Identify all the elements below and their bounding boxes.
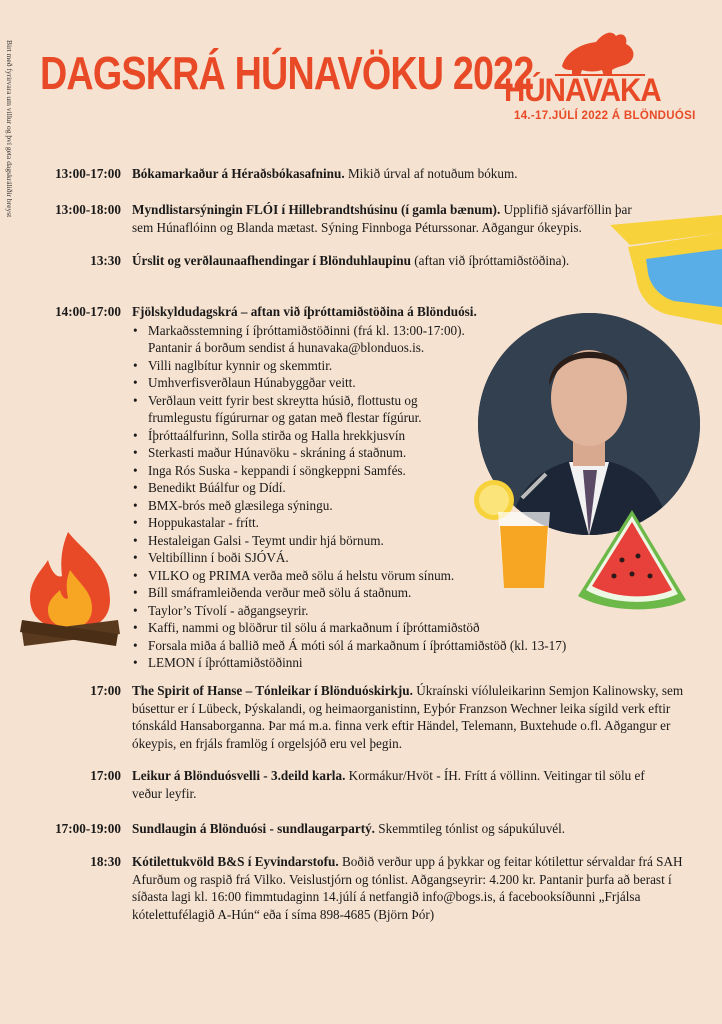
- page-title: DAGSKRÁ HÚNAVÖKU 2022: [40, 47, 534, 99]
- event-body: Skemmtileg tónlist og sápukúluvél.: [374, 821, 566, 836]
- list-item: • Forsala miða á ballið með Á móti sól á markaðnum í íþróttamiðstöð (kl. 13-17): [148, 637, 652, 655]
- list-item: • Hoppukastalar - frítt.: [148, 514, 652, 532]
- event-description: [132, 853, 694, 923]
- event-title: Bókamarkaður á Héraðsbókasafninu.: [132, 166, 345, 181]
- campfire-icon: [18, 530, 124, 648]
- event-title: Fjölskyldudagskrá – aftan við íþróttamiðstöðina á Blönduósi.: [132, 304, 477, 319]
- event-time: 18:30: [90, 854, 121, 869]
- event-description: [132, 252, 672, 270]
- logo-date: 14.-17.JÚLÍ 2022 Á BLÖNDUÓSI: [514, 110, 696, 122]
- list-item: • LEMON í íþróttamiðstöðinni: [148, 654, 652, 672]
- event-title: Úrslit og verðlaunaafhendingar í Blönduhlaupinu: [132, 253, 411, 268]
- list-item: • Umhverfisverðlaun Húnabyggðar veitt.: [148, 374, 652, 392]
- event-title: Sundlaugin á Blönduósi - sundlaugarpartý.: [132, 821, 375, 836]
- list-item: • Bíll smáframleiðenda verður með sölu á staðnum.: [148, 584, 652, 602]
- list-item: • Markaðsstemning í íþróttamiðstöðinni (frá kl. 13:00-17:00). Pantanir á borðum sendist á hunavaka@blonduos.is.: [148, 322, 496, 357]
- event-time: 14:00-17:00: [55, 304, 121, 319]
- event-time: 13:30: [90, 253, 121, 268]
- event-time: 17:00: [90, 768, 121, 783]
- event-title: The Spirit of Hanse – Tónleikar í Blönduóskirkju.: [132, 683, 413, 698]
- family-program-list: [132, 322, 652, 672]
- event-time: 13:00-18:00: [55, 202, 121, 217]
- list-item: • Hestaleigan Galsi - Teymt undir hjá börnum.: [148, 532, 652, 550]
- event-body: Mikið úrval af notuðum bókum.: [344, 166, 518, 181]
- list-item: • Benedikt Búálfur og Dídí.: [148, 479, 652, 497]
- event-description: [132, 820, 672, 838]
- list-item: • Verðlaun veitt fyrir best skreytta húsið, flottustu og frumlegustu fígúrurnar og gatan með flestar fígúrur.: [148, 392, 468, 427]
- list-item: • Villi naglbítur kynnir og skemmtir.: [148, 357, 652, 375]
- list-item: • BMX-brós með glæsilega sýningu.: [148, 497, 652, 515]
- event-time: 13:00-17:00: [55, 166, 121, 181]
- list-item: • Inga Rós Suska - keppandi í söngkeppni Samfés.: [148, 462, 652, 480]
- list-item: • Íþróttaálfurinn, Solla stirða og Halla hrekkjusvín: [148, 427, 652, 445]
- event-description: [132, 767, 662, 802]
- list-item: • Sterkasti maður Húnavöku - skráning á staðnum.: [148, 444, 652, 462]
- event-description: [132, 682, 694, 752]
- list-item: • Kaffi, nammi og blöðrur til sölu á markaðnum í íþróttamiðstöð: [148, 619, 652, 637]
- list-item: • Taylor’s Tívolí - aðgangseyrir.: [148, 602, 652, 620]
- event-title: Leikur á Blönduósvelli - 3.deild karla.: [132, 768, 346, 783]
- event-title: Kótilettukvöld B&S í Eyvindarstofu.: [132, 854, 339, 869]
- event-description: [132, 165, 672, 183]
- event-description: [132, 303, 652, 672]
- event-body: Upplifið sjávarföllin þar sem Húnaflóinn og Blanda mætast. Sýning Finnboga Péturssonar. Aðgangur ókeypis.: [132, 202, 632, 235]
- disclaimer-note: Birt með fyrirvara um villur og því geta dagskráliðir breyst: [5, 40, 14, 218]
- list-item: • Veltibíllinn í boði SJÓVÁ.: [148, 549, 652, 567]
- logo-wordmark: HÚNAVAKA: [504, 72, 661, 108]
- event-title: Myndlistarsýningin FLÓI í Hillebrandtshúsinu (í gamla bænum).: [132, 202, 501, 217]
- list-item: • VILKO og PRIMA verða með sölu á helstu vörum sínum.: [148, 567, 652, 585]
- event-body: Kormákur/Hvöt - ÍH. Frítt á völlinn. Veitingar til sölu ef veður leyfir.: [132, 768, 645, 801]
- event-time: 17:00-19:00: [55, 821, 121, 836]
- event-time: 17:00: [90, 683, 121, 698]
- event-description: [132, 201, 640, 236]
- event-body: (aftan við íþróttamiðstöðina).: [410, 253, 570, 268]
- event-body: Boðið verður upp á þykkar og feitar kótilettur sérvaldar frá SAH Afurðum og raspið frá Vilko. Veislustjórn og tónlist. Aðgangseyrir: 4.200 kr. Pantanir þurfa að berast í síðasta lagi kl. 16:00 fimmtudaginn 14.júlí á netfangið info@bogs.is, á facebooksíðunni „Frjálsa kótelettufélagið A-Hún“ eða í síma 898-4685 (Björn Þór): [132, 854, 683, 922]
- event-body: Úkraínski víóluleikarinn Semjon Kalinowsky, sem búsettur er í Lübeck, Þýskalandi, og heimaorganistinn, Eyþór Franzson Wechner leika sígild verk eftir tónskáld Hansaborganna. Þar má m.a. finna verk eftir Händel, Telemann, Buxtehude o.fl. Aðgangur er ókeypis, en frjáls framlög í orgelsjóð eru vel þegin.: [132, 683, 684, 751]
